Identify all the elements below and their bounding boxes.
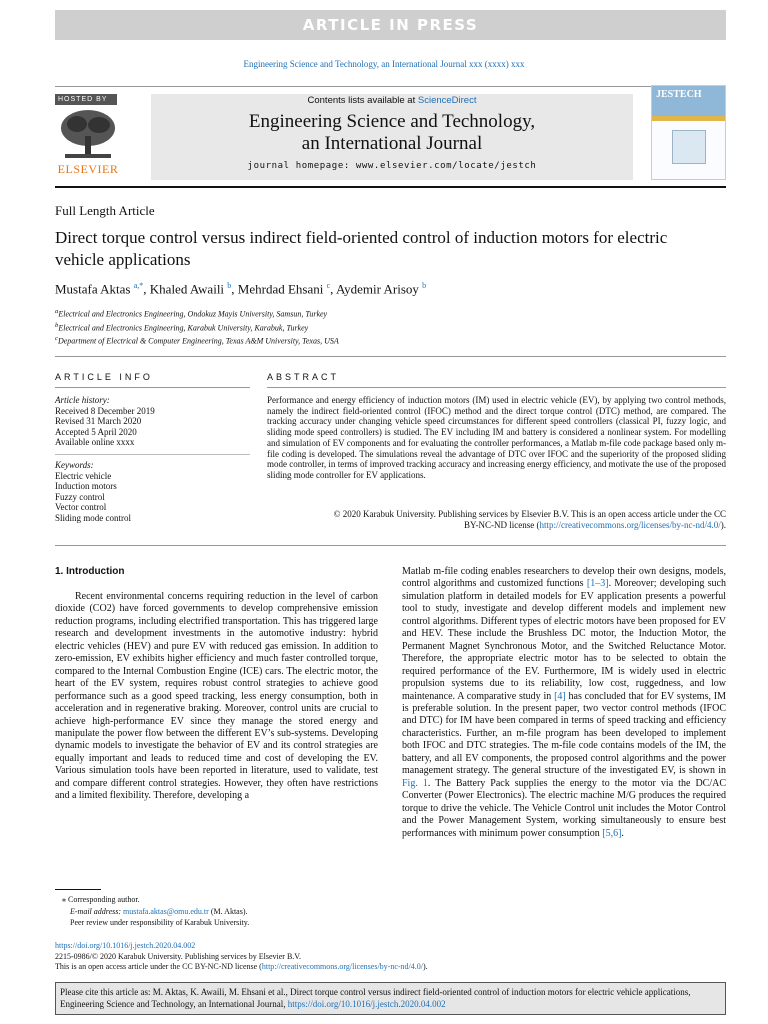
history-label: Article history: xyxy=(55,395,110,405)
author-name[interactable]: Mehrdad Ehsani xyxy=(237,281,324,297)
license-link[interactable]: http://creativecommons.org/licenses/by-nc-nd/4.0/ xyxy=(539,519,721,530)
author-name[interactable]: Khaled Awaili xyxy=(149,281,225,297)
citation-doi-link[interactable]: https://doi.org/10.1016/j.jestch.2020.04.002 xyxy=(287,998,446,1009)
doi-block xyxy=(55,941,428,973)
hosted-by-label: HOSTED BY xyxy=(55,94,117,105)
elsevier-tree-logo xyxy=(57,108,119,160)
affiliation: $^c$Department of Electrical & Computer Engineering, Texas A&M University, Texas, USA xyxy=(55,335,339,346)
history-item: Revised 31 March 2020 xyxy=(55,416,142,427)
author-list: Mustafa Aktas $^{a,*}$, Khaled Awaili $^b$, Mehrdad Ehsani $^c$, Aydemir Arisoy $^b$ xyxy=(55,281,427,297)
article-in-press-banner: ARTICLE IN PRESS xyxy=(55,10,726,40)
author-name[interactable]: Mustafa Aktas xyxy=(55,281,131,297)
license-link[interactable]: http://creativecommons.org/licenses/by-nc-nd/4.0/ xyxy=(261,962,423,971)
affiliation: $^a$Electrical and Electronics Engineering, Ondokuz Mayis University, Samsun, Turkey xyxy=(55,308,328,319)
reference-link[interactable]: [5,6] xyxy=(602,827,622,839)
affiliation: $^b$Electrical and Electronics Engineering, Karabuk University, Karabuk, Turkey xyxy=(55,321,309,333)
article-info-panel xyxy=(55,395,250,524)
reference-link[interactable]: [4] xyxy=(554,690,566,702)
author-name[interactable]: Aydemir Arisoy xyxy=(335,281,419,297)
keyword: Induction motors xyxy=(55,481,117,492)
article-info-heading: ARTICLE INFO xyxy=(55,372,153,382)
affiliation-list xyxy=(55,306,339,347)
divider xyxy=(55,186,726,188)
keyword: Sliding mode control xyxy=(55,512,131,523)
journal-cover-thumbnail[interactable] xyxy=(651,85,726,180)
issn-line: 2215-0986/© 2020 Karabuk University. Publishing services by Elsevier B.V. xyxy=(55,951,302,961)
keyword: Vector control xyxy=(55,502,107,513)
elsevier-wordmark: ELSEVIER xyxy=(57,162,119,176)
email-link[interactable]: mustafa.aktas@omu.edu.tr xyxy=(123,906,209,916)
cover-title: JESTECH xyxy=(652,86,725,116)
article-title: Direct torque control versus indirect field-oriented control of induction motors for electric vehicle applications xyxy=(55,228,668,269)
divider xyxy=(55,387,250,388)
divider xyxy=(267,387,726,388)
history-item: Received 8 December 2019 xyxy=(55,405,155,416)
keyword: Fuzzy control xyxy=(55,491,105,502)
abstract-text: Performance and energy efficiency of induction motors (IM) used in electric vehicle (EV), by applying two control methods, namely the indirect field-oriented control (IFOC) method and the direct torque control (DTC) method, are compared. The tracking accuracy under changing vehicle speed circumstances for different speed controllers (classical PI, fuzzy logic, and sliding mode speed controllers) is studied. The EV including IM and battery is considered a nonlinear system. For modelling and simulation of EV components and for evaluating the controller performances, a Matlab m-file code package based only m-file coding is developed. The simulations reveal the advantage of DTC over IFOC and the superiority of the proposed sliding mode controller, in terms of improved tracking accuracy and increasing energy efficiency, and motivate the use of the proposed sliding mode controller for EV applications. xyxy=(267,395,726,480)
open-access-line: This is an open access article under the CC BY-NC-ND license (http://creativecommons.org/licenses/by-nc-nd/4.0/). xyxy=(55,962,428,971)
author-affiliation-marker[interactable]: c xyxy=(326,281,331,290)
publisher-logo-block xyxy=(55,94,145,180)
contents-prefix: Contents lists available at xyxy=(307,95,418,106)
divider xyxy=(55,86,726,87)
article-type: Full Length Article xyxy=(55,203,155,218)
license-line1: © 2020 Karabuk University. Publishing services by Elsevier B.V. This is an open access article under the CC xyxy=(333,509,726,519)
author-affiliation-marker[interactable]: a,* xyxy=(133,281,144,290)
abstract-license xyxy=(267,509,726,530)
keyword: Electric vehicle xyxy=(55,470,112,481)
email-note: E-mail address: mustafa.aktas@omu.edu.tr (M. Aktas). xyxy=(70,906,248,916)
journal-masthead xyxy=(151,94,633,180)
license-line2: BY-NC-ND license (http://creativecommons.org/licenses/by-nc-nd/4.0/). xyxy=(463,519,726,530)
peer-review-note: Peer review under responsibility of Karabuk University. xyxy=(70,918,250,927)
author-affiliation-marker[interactable]: b xyxy=(422,281,427,290)
intro-paragraph-right: Matlab m-file coding enables researchers to develop their own designs, models, control algorithms and customized functions [1–3]. Moreover; developing such simulation platform in detailed models for EV application presents a powerful tool to study, investigate and develop different models and implement new control algorithms. Different types of electric motors have been proposed for EV and HEV. These include the Brushless DC motor, the Induction Motor, the Permanent Magnet Synchronous Motor, and the Switched Reluctance Motor. Therefore, the appropriate electric motor has to be selected to obtain the required performance of the EV. Furthermore, IM is widely used in electric propulsion systems due to its reliability, low cost, ruggedness, and low maintenance. A comparative study in [4] has concluded that for EV systems, IM is preferable solution. In the present paper, two vector control methods (IFOC and DTC) for IM have been compared in terms of speed tracking and efficiency characteristics. Further, an m-file program has been developed to implement both IFOC and DTC strategies. The m-file code contains models of the IM, the battery, and all EV components, the proposed control algorithms and the power management strategy. The general structure of the investigated EV, is shown in Fig. 1. The Battery Pack supplies the energy to the motor via the DC/AC Converter (Power Electronics). The electric machine M/G produces the required torque to drive the vehicle. The Vehicle Control unit includes the Motor Control and the Power Management System, working simultaneously to ensure best performances with minimum power consumption [5,6]. xyxy=(402,566,727,839)
abstract-heading: ABSTRACT xyxy=(267,372,340,382)
doi-link[interactable]: https://doi.org/10.1016/j.jestch.2020.04.002 xyxy=(55,941,196,950)
footnotes xyxy=(62,894,249,929)
history-item: Available online xxxx xyxy=(55,437,135,448)
contents-line xyxy=(151,94,633,106)
journal-homepage-link[interactable]: journal homepage: www.elsevier.com/locate/jestch xyxy=(247,161,537,171)
cover-image xyxy=(672,130,706,164)
divider xyxy=(55,356,726,357)
sciencedirect-link[interactable]: ScienceDirect xyxy=(417,95,477,106)
citation-box xyxy=(55,982,726,1015)
intro-paragraph-left: Recent environmental concerns requiring reduction in the level of carbon dioxide (CO2) have forced governments to develop comprehensive emission reduction programs, including electrified transportation. This has triggered large research and development investments in the automotive industry: hybrid electric vehicles (HEV) and pure EV with reduced gas emission. In addition to zero-emission, EV exhibits higher efficiency and much faster controlled torque, compared to the Internal Combustion Engine (ICE) cars. The electric motor, the heart of the EV system, requires robust control strategies to achieve good performance such as a good speed tracking, less energy consumption, both in acceleration and in regenerative braking. Moreover, control units are crucial to achieve high-performance EV since they manage the stored energy and manipulate the power flow between the different EV’s sub-systems. Developing dynamic models to investigate the behavior of EV and its control strategies are equally important and leads to reduced time and cost of developing the EV. Various simulation tools have been reported in literature, used to validate, test and compare different control strategies. However, they often have restrictions and a limited flexibility. Therefore, developing a xyxy=(55,591,378,802)
figure-link[interactable]: Fig. 1 xyxy=(402,777,428,789)
author-affiliation-marker[interactable]: b xyxy=(227,281,232,290)
keywords-label: Keywords: xyxy=(55,459,94,470)
journal-title-line1: Engineering Science and Technology, xyxy=(248,111,536,132)
cover-stripe xyxy=(652,116,725,121)
footnote-divider xyxy=(55,889,101,890)
corresponding-author-note: ⁎ Corresponding author. xyxy=(62,895,140,904)
journal-title xyxy=(151,111,633,155)
divider xyxy=(55,454,250,455)
journal-reference-link[interactable]: Engineering Science and Technology, an International Journal xxx (xxxx) xxx xyxy=(243,59,525,69)
section-heading-introduction: 1. Introduction xyxy=(55,566,125,577)
citation-text: Please cite this article as: M. Aktas, K. Awaili, M. Ehsani et al., Direct torque control versus indirect field-oriented control of induction motors for electric vehicle applications, Engineering Science and Technology, an International Journal, xyxy=(60,987,691,1009)
reference-link[interactable]: [1–3] xyxy=(586,578,609,590)
journal-title-line2: an International Journal xyxy=(301,133,483,154)
divider xyxy=(55,545,726,546)
history-item: Accepted 5 April 2020 xyxy=(55,426,137,437)
